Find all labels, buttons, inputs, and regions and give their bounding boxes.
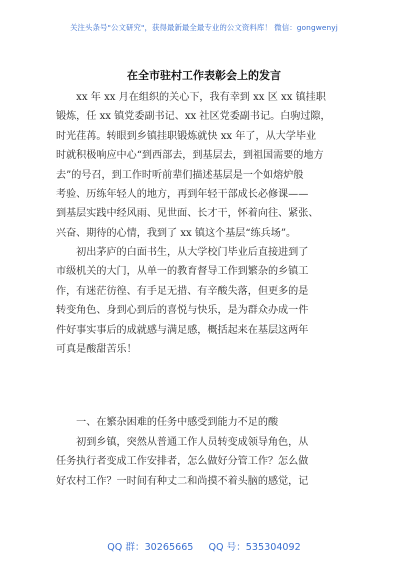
paragraph-1	[56, 88, 356, 243]
paragraph-line: 市级机关的大门，从单一的教育督导工作到繁杂的乡镇工	[56, 266, 309, 278]
footer-qq-number: QQ 号：535304092	[208, 542, 301, 553]
footer-qq-group: QQ 群：30265665	[107, 542, 194, 553]
paragraph-line: 转变角色、身到心到后的喜悦与快乐，是为群众办成一件	[56, 305, 309, 317]
paragraph-line: 一、在繁杂困难的任务中感受到能力不足的酸	[56, 417, 279, 428]
paragraph-line: xx 年 xx 月在组织的关心下，我有幸到 xx 区 xx 镇挂职	[56, 92, 326, 103]
paragraph-line: 任务执行者变成工作安排者，怎么做好分管工作？怎么做	[56, 456, 309, 468]
paragraph-line: 到基层实践中经风雨、见世面、长才干，怀着向往、紧张、	[56, 208, 319, 220]
paragraph-line: 时就积极响应中心“到西部去，到基层去，到祖国需要的地方	[56, 150, 324, 162]
paragraph-line: 兴奋、期待的心情，我到了 xx 镇这个基层“练兵场”。	[56, 227, 297, 239]
paragraph-line: 时光荏苒。转眼到乡镇挂职锻炼就快 xx 年了，从大学毕业	[56, 130, 317, 142]
section-heading-1	[56, 413, 356, 432]
paragraph-line: 考验、历练年轻人的地方，再到年轻干部成长必修课——	[56, 189, 309, 201]
footer-contact	[0, 539, 408, 553]
paragraph-line: 去”的号召，到工作时听前辈们描述基层是一个如熔炉般	[56, 169, 304, 181]
document-title: 在全市驻村工作表彰会上的发言	[127, 69, 281, 82]
paragraph-line: 初到乡镇，突然从普通工作人员转变成领导角色，从	[56, 437, 309, 448]
paragraph-3	[56, 433, 356, 491]
header-banner: 关注头条号"公文研究"，获得最新最全最专业的公文资料库！ 微信：gongwenyj	[70, 23, 338, 32]
paragraph-2	[56, 243, 356, 359]
paragraph-line: 好农村工作？一时间有种丈二和尚摸不着头脑的感觉，记	[56, 475, 309, 487]
paragraph-line: 初出茅庐的白面书生，从大学校门毕业后直接进到了	[56, 247, 309, 258]
paragraph-line: 件好事实事后的成就感与满足感，概括起来在基层这两年	[56, 324, 309, 336]
paragraph-line: 作，有迷茫彷徨、有手足无措、有辛酸失落，但更多的是	[56, 285, 309, 297]
paragraph-line: 可真是酸甜苦乐！	[56, 344, 137, 356]
paragraph-line: 锻炼，任 xx 镇党委副书记、xx 社区党委副书记。白驹过隙，	[56, 111, 331, 123]
